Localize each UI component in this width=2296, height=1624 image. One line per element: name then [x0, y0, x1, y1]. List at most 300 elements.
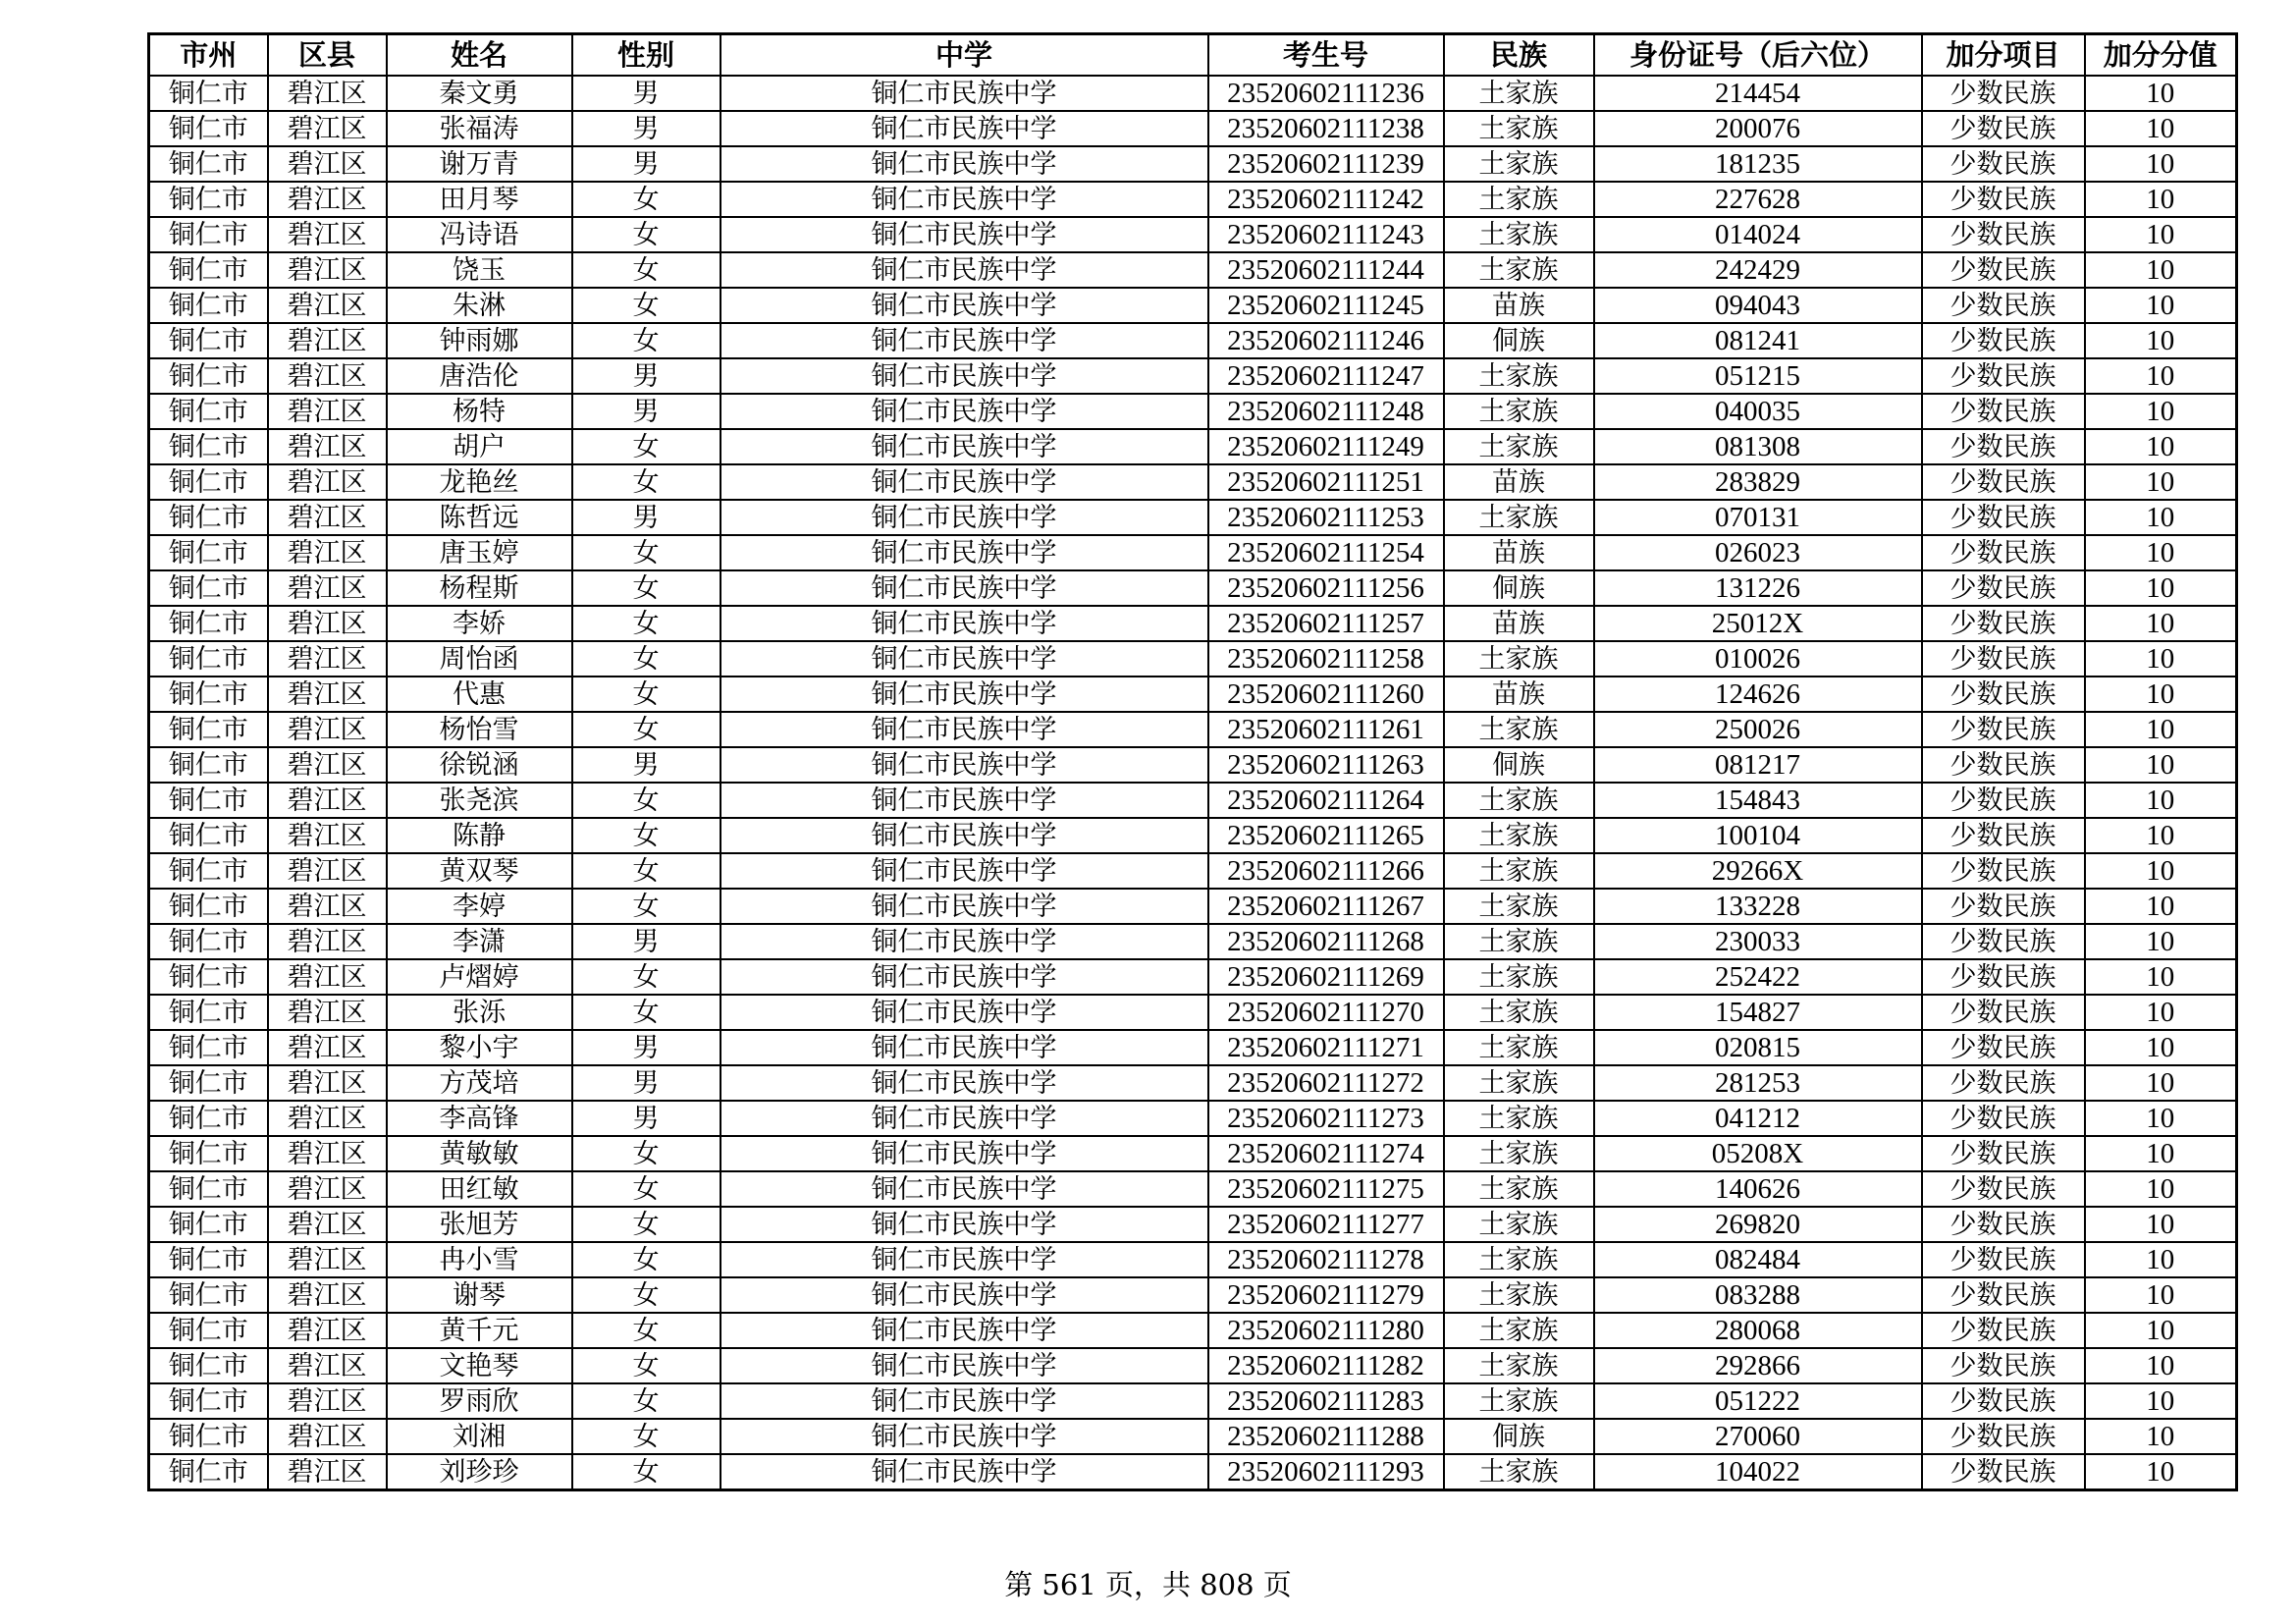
table-row: [149, 712, 2237, 747]
cell-id-last-six: 280068: [1594, 1313, 1922, 1348]
cell-city: 铜仁市: [149, 783, 268, 818]
cell-id-last-six: 227628: [1594, 182, 1922, 217]
cell-name: 黎小宇: [387, 1030, 572, 1065]
cell-ethnicity: 土家族: [1444, 641, 1594, 677]
cell-school: 铜仁市民族中学: [721, 641, 1208, 677]
cell-gender: 女: [572, 818, 721, 853]
cell-name: 卢熠婷: [387, 959, 572, 995]
cell-exam-number: 23520602111277: [1208, 1207, 1444, 1242]
cell-exam-number: 23520602111246: [1208, 323, 1444, 358]
cell-name: 张尧滨: [387, 783, 572, 818]
cell-exam-number: 23520602111273: [1208, 1101, 1444, 1136]
cell-ethnicity: 土家族: [1444, 924, 1594, 959]
cell-id-last-six: 014024: [1594, 217, 1922, 252]
cell-id-last-six: 124626: [1594, 677, 1922, 712]
cell-gender: 女: [572, 712, 721, 747]
cell-bonus-item: 少数民族: [1922, 889, 2085, 924]
cell-district: 碧江区: [268, 1383, 387, 1419]
cell-bonus-points: 10: [2085, 429, 2237, 464]
cell-bonus-points: 10: [2085, 1207, 2237, 1242]
cell-school: 铜仁市民族中学: [721, 1242, 1208, 1277]
column-header-city: 市州: [149, 34, 268, 77]
cell-city: 铜仁市: [149, 500, 268, 535]
cell-district: 碧江区: [268, 995, 387, 1030]
cell-school: 铜仁市民族中学: [721, 76, 1208, 111]
table-row: [149, 394, 2237, 429]
cell-gender: 女: [572, 1454, 721, 1490]
cell-city: 铜仁市: [149, 429, 268, 464]
cell-bonus-points: 10: [2085, 217, 2237, 252]
table-row: [149, 1171, 2237, 1207]
cell-exam-number: 23520602111260: [1208, 677, 1444, 712]
cell-school: 铜仁市民族中学: [721, 1277, 1208, 1313]
cell-city: 铜仁市: [149, 1207, 268, 1242]
cell-name: 秦文勇: [387, 76, 572, 111]
table-row: [149, 358, 2237, 394]
cell-exam-number: 23520602111268: [1208, 924, 1444, 959]
cell-city: 铜仁市: [149, 535, 268, 570]
cell-id-last-six: 051222: [1594, 1383, 1922, 1419]
cell-gender: 女: [572, 429, 721, 464]
cell-district: 碧江区: [268, 1207, 387, 1242]
cell-id-last-six: 081241: [1594, 323, 1922, 358]
cell-bonus-item: 少数民族: [1922, 252, 2085, 288]
cell-bonus-points: 10: [2085, 1383, 2237, 1419]
cell-bonus-points: 10: [2085, 783, 2237, 818]
cell-city: 铜仁市: [149, 1419, 268, 1454]
cell-gender: 女: [572, 323, 721, 358]
cell-school: 铜仁市民族中学: [721, 429, 1208, 464]
cell-bonus-points: 10: [2085, 1065, 2237, 1101]
cell-ethnicity: 土家族: [1444, 182, 1594, 217]
cell-school: 铜仁市民族中学: [721, 1454, 1208, 1490]
cell-school: 铜仁市民族中学: [721, 146, 1208, 182]
table-row: [149, 111, 2237, 146]
column-header-id-last-six: 身份证号（后六位）: [1594, 34, 1922, 77]
cell-city: 铜仁市: [149, 76, 268, 111]
table-row: [149, 288, 2237, 323]
cell-id-last-six: 252422: [1594, 959, 1922, 995]
cell-district: 碧江区: [268, 76, 387, 111]
cell-gender: 女: [572, 1313, 721, 1348]
cell-city: 铜仁市: [149, 853, 268, 889]
cell-ethnicity: 苗族: [1444, 464, 1594, 500]
cell-bonus-points: 10: [2085, 76, 2237, 111]
cell-gender: 女: [572, 995, 721, 1030]
cell-ethnicity: 土家族: [1444, 111, 1594, 146]
cell-exam-number: 23520602111271: [1208, 1030, 1444, 1065]
cell-district: 碧江区: [268, 1313, 387, 1348]
cell-school: 铜仁市民族中学: [721, 959, 1208, 995]
cell-gender: 女: [572, 1207, 721, 1242]
cell-bonus-points: 10: [2085, 358, 2237, 394]
cell-bonus-item: 少数民族: [1922, 1171, 2085, 1207]
cell-city: 铜仁市: [149, 606, 268, 641]
cell-district: 碧江区: [268, 606, 387, 641]
cell-ethnicity: 土家族: [1444, 358, 1594, 394]
cell-district: 碧江区: [268, 182, 387, 217]
cell-id-last-six: 25012X: [1594, 606, 1922, 641]
cell-exam-number: 23520602111247: [1208, 358, 1444, 394]
column-header-school: 中学: [721, 34, 1208, 77]
cell-name: 陈哲远: [387, 500, 572, 535]
cell-city: 铜仁市: [149, 995, 268, 1030]
cell-exam-number: 23520602111244: [1208, 252, 1444, 288]
cell-ethnicity: 土家族: [1444, 1136, 1594, 1171]
cell-exam-number: 23520602111238: [1208, 111, 1444, 146]
cell-bonus-points: 10: [2085, 1242, 2237, 1277]
cell-gender: 女: [572, 288, 721, 323]
table-row: [149, 429, 2237, 464]
table-row: [149, 1242, 2237, 1277]
cell-exam-number: 23520602111248: [1208, 394, 1444, 429]
cell-ethnicity: 土家族: [1444, 429, 1594, 464]
cell-id-last-six: 070131: [1594, 500, 1922, 535]
cell-bonus-item: 少数民族: [1922, 924, 2085, 959]
cell-school: 铜仁市民族中学: [721, 1383, 1208, 1419]
cell-exam-number: 23520602111272: [1208, 1065, 1444, 1101]
cell-name: 杨特: [387, 394, 572, 429]
cell-ethnicity: 土家族: [1444, 818, 1594, 853]
cell-ethnicity: 土家族: [1444, 1454, 1594, 1490]
table-row: [149, 1313, 2237, 1348]
page-footer: 第 561 页，共 808 页: [1004, 1568, 1292, 1601]
cell-gender: 女: [572, 182, 721, 217]
cell-name: 朱淋: [387, 288, 572, 323]
cell-ethnicity: 土家族: [1444, 1207, 1594, 1242]
cell-id-last-six: 140626: [1594, 1171, 1922, 1207]
cell-ethnicity: 土家族: [1444, 252, 1594, 288]
cell-district: 碧江区: [268, 889, 387, 924]
cell-exam-number: 23520602111282: [1208, 1348, 1444, 1383]
cell-bonus-points: 10: [2085, 570, 2237, 606]
cell-bonus-points: 10: [2085, 924, 2237, 959]
cell-ethnicity: 侗族: [1444, 323, 1594, 358]
cell-district: 碧江区: [268, 1419, 387, 1454]
cell-bonus-points: 10: [2085, 535, 2237, 570]
cell-name: 代惠: [387, 677, 572, 712]
cell-bonus-points: 10: [2085, 677, 2237, 712]
cell-id-last-six: 292866: [1594, 1348, 1922, 1383]
cell-name: 黄双琴: [387, 853, 572, 889]
cell-gender: 女: [572, 1242, 721, 1277]
cell-bonus-item: 少数民族: [1922, 111, 2085, 146]
cell-name: 李潇: [387, 924, 572, 959]
cell-bonus-item: 少数民族: [1922, 323, 2085, 358]
cell-district: 碧江区: [268, 1171, 387, 1207]
cell-bonus-item: 少数民族: [1922, 747, 2085, 783]
cell-school: 铜仁市民族中学: [721, 570, 1208, 606]
cell-bonus-points: 10: [2085, 182, 2237, 217]
cell-id-last-six: 269820: [1594, 1207, 1922, 1242]
cell-name: 杨程斯: [387, 570, 572, 606]
cell-bonus-item: 少数民族: [1922, 394, 2085, 429]
cell-gender: 女: [572, 641, 721, 677]
cell-id-last-six: 094043: [1594, 288, 1922, 323]
cell-district: 碧江区: [268, 1348, 387, 1383]
cell-city: 铜仁市: [149, 464, 268, 500]
cell-name: 龙艳丝: [387, 464, 572, 500]
cell-name: 方茂培: [387, 1065, 572, 1101]
cell-school: 铜仁市民族中学: [721, 1136, 1208, 1171]
cell-exam-number: 23520602111236: [1208, 76, 1444, 111]
cell-name: 谢琴: [387, 1277, 572, 1313]
cell-id-last-six: 081217: [1594, 747, 1922, 783]
cell-exam-number: 23520602111288: [1208, 1419, 1444, 1454]
cell-bonus-item: 少数民族: [1922, 818, 2085, 853]
table-row: [149, 606, 2237, 641]
cell-district: 碧江区: [268, 429, 387, 464]
cell-exam-number: 23520602111239: [1208, 146, 1444, 182]
cell-gender: 女: [572, 570, 721, 606]
cell-exam-number: 23520602111242: [1208, 182, 1444, 217]
cell-city: 铜仁市: [149, 747, 268, 783]
cell-ethnicity: 苗族: [1444, 606, 1594, 641]
cell-name: 胡户: [387, 429, 572, 464]
cell-gender: 女: [572, 1136, 721, 1171]
cell-school: 铜仁市民族中学: [721, 1348, 1208, 1383]
cell-id-last-six: 020815: [1594, 1030, 1922, 1065]
cell-district: 碧江区: [268, 570, 387, 606]
cell-bonus-points: 10: [2085, 747, 2237, 783]
cell-city: 铜仁市: [149, 959, 268, 995]
cell-bonus-item: 少数民族: [1922, 1136, 2085, 1171]
cell-district: 碧江区: [268, 924, 387, 959]
cell-bonus-points: 10: [2085, 1171, 2237, 1207]
cell-city: 铜仁市: [149, 1101, 268, 1136]
cell-name: 李高锋: [387, 1101, 572, 1136]
cell-district: 碧江区: [268, 1101, 387, 1136]
cell-ethnicity: 土家族: [1444, 1065, 1594, 1101]
cell-gender: 女: [572, 677, 721, 712]
cell-exam-number: 23520602111254: [1208, 535, 1444, 570]
cell-school: 铜仁市民族中学: [721, 288, 1208, 323]
cell-exam-number: 23520602111257: [1208, 606, 1444, 641]
column-header-bonus-item: 加分项目: [1922, 34, 2085, 77]
cell-name: 张福涛: [387, 111, 572, 146]
cell-district: 碧江区: [268, 358, 387, 394]
cell-district: 碧江区: [268, 1277, 387, 1313]
table-row: [149, 924, 2237, 959]
cell-gender: 男: [572, 1065, 721, 1101]
cell-school: 铜仁市民族中学: [721, 606, 1208, 641]
cell-ethnicity: 土家族: [1444, 853, 1594, 889]
cell-id-last-six: 082484: [1594, 1242, 1922, 1277]
cell-school: 铜仁市民族中学: [721, 924, 1208, 959]
cell-gender: 女: [572, 252, 721, 288]
cell-bonus-points: 10: [2085, 1454, 2237, 1490]
cell-name: 周怡函: [387, 641, 572, 677]
cell-bonus-item: 少数民族: [1922, 1454, 2085, 1490]
table-row: [149, 1207, 2237, 1242]
cell-city: 铜仁市: [149, 1383, 268, 1419]
cell-school: 铜仁市民族中学: [721, 712, 1208, 747]
column-header-bonus-points: 加分分值: [2085, 34, 2237, 77]
cell-bonus-points: 10: [2085, 394, 2237, 429]
cell-bonus-item: 少数民族: [1922, 535, 2085, 570]
cell-name: 田月琴: [387, 182, 572, 217]
cell-gender: 女: [572, 1419, 721, 1454]
cell-city: 铜仁市: [149, 146, 268, 182]
cell-district: 碧江区: [268, 818, 387, 853]
table-row: [149, 1101, 2237, 1136]
cell-city: 铜仁市: [149, 323, 268, 358]
cell-gender: 女: [572, 959, 721, 995]
cell-bonus-points: 10: [2085, 464, 2237, 500]
table-body: [149, 76, 2237, 1490]
cell-exam-number: 23520602111256: [1208, 570, 1444, 606]
cell-school: 铜仁市民族中学: [721, 535, 1208, 570]
cell-school: 铜仁市民族中学: [721, 1207, 1208, 1242]
cell-id-last-six: 200076: [1594, 111, 1922, 146]
cell-bonus-points: 10: [2085, 1136, 2237, 1171]
cell-school: 铜仁市民族中学: [721, 818, 1208, 853]
cell-exam-number: 23520602111280: [1208, 1313, 1444, 1348]
cell-id-last-six: 154843: [1594, 783, 1922, 818]
cell-city: 铜仁市: [149, 641, 268, 677]
cell-name: 李娇: [387, 606, 572, 641]
table-row: [149, 182, 2237, 217]
cell-district: 碧江区: [268, 1136, 387, 1171]
cell-school: 铜仁市民族中学: [721, 217, 1208, 252]
cell-gender: 男: [572, 76, 721, 111]
cell-bonus-points: 10: [2085, 288, 2237, 323]
cell-city: 铜仁市: [149, 1065, 268, 1101]
cell-city: 铜仁市: [149, 1348, 268, 1383]
cell-school: 铜仁市民族中学: [721, 995, 1208, 1030]
cell-ethnicity: 土家族: [1444, 959, 1594, 995]
cell-bonus-item: 少数民族: [1922, 1030, 2085, 1065]
table-row: [149, 959, 2237, 995]
cell-bonus-item: 少数民族: [1922, 959, 2085, 995]
cell-bonus-item: 少数民族: [1922, 712, 2085, 747]
cell-bonus-item: 少数民族: [1922, 500, 2085, 535]
table-row: [149, 818, 2237, 853]
cell-name: 钟雨娜: [387, 323, 572, 358]
cell-id-last-six: 081308: [1594, 429, 1922, 464]
cell-city: 铜仁市: [149, 111, 268, 146]
cell-school: 铜仁市民族中学: [721, 394, 1208, 429]
cell-bonus-item: 少数民族: [1922, 358, 2085, 394]
cell-city: 铜仁市: [149, 288, 268, 323]
cell-id-last-six: 214454: [1594, 76, 1922, 111]
cell-bonus-points: 10: [2085, 995, 2237, 1030]
table-row: [149, 747, 2237, 783]
cell-exam-number: 23520602111293: [1208, 1454, 1444, 1490]
cell-district: 碧江区: [268, 783, 387, 818]
cell-ethnicity: 土家族: [1444, 1242, 1594, 1277]
cell-school: 铜仁市民族中学: [721, 1101, 1208, 1136]
cell-name: 唐玉婷: [387, 535, 572, 570]
cell-ethnicity: 土家族: [1444, 1101, 1594, 1136]
cell-ethnicity: 土家族: [1444, 1313, 1594, 1348]
cell-school: 铜仁市民族中学: [721, 889, 1208, 924]
cell-district: 碧江区: [268, 535, 387, 570]
cell-bonus-item: 少数民族: [1922, 783, 2085, 818]
cell-id-last-six: 154827: [1594, 995, 1922, 1030]
cell-bonus-item: 少数民族: [1922, 1207, 2085, 1242]
table-row: [149, 677, 2237, 712]
cell-name: 罗雨欣: [387, 1383, 572, 1419]
cell-name: 唐浩伦: [387, 358, 572, 394]
column-header-ethnicity: 民族: [1444, 34, 1594, 77]
cell-bonus-points: 10: [2085, 1419, 2237, 1454]
cell-bonus-item: 少数民族: [1922, 1065, 2085, 1101]
cell-bonus-item: 少数民族: [1922, 217, 2085, 252]
cell-ethnicity: 土家族: [1444, 712, 1594, 747]
cell-city: 铜仁市: [149, 712, 268, 747]
cell-exam-number: 23520602111265: [1208, 818, 1444, 853]
cell-name: 冯诗语: [387, 217, 572, 252]
cell-gender: 男: [572, 747, 721, 783]
cell-bonus-points: 10: [2085, 323, 2237, 358]
cell-name: 徐锐涵: [387, 747, 572, 783]
cell-bonus-item: 少数民族: [1922, 429, 2085, 464]
cell-district: 碧江区: [268, 1454, 387, 1490]
cell-school: 铜仁市民族中学: [721, 747, 1208, 783]
cell-ethnicity: 土家族: [1444, 217, 1594, 252]
cell-bonus-points: 10: [2085, 959, 2237, 995]
cell-exam-number: 23520602111270: [1208, 995, 1444, 1030]
table-row: [149, 1383, 2237, 1419]
cell-city: 铜仁市: [149, 1030, 268, 1065]
cell-ethnicity: 土家族: [1444, 1171, 1594, 1207]
cell-district: 碧江区: [268, 712, 387, 747]
cell-exam-number: 23520602111269: [1208, 959, 1444, 995]
cell-id-last-six: 051215: [1594, 358, 1922, 394]
cell-name: 张旭芳: [387, 1207, 572, 1242]
cell-gender: 男: [572, 146, 721, 182]
cell-exam-number: 23520602111264: [1208, 783, 1444, 818]
cell-ethnicity: 苗族: [1444, 288, 1594, 323]
cell-school: 铜仁市民族中学: [721, 182, 1208, 217]
cell-gender: 女: [572, 606, 721, 641]
cell-name: 文艳琴: [387, 1348, 572, 1383]
cell-id-last-six: 083288: [1594, 1277, 1922, 1313]
cell-school: 铜仁市民族中学: [721, 1171, 1208, 1207]
cell-gender: 男: [572, 1030, 721, 1065]
cell-bonus-points: 10: [2085, 111, 2237, 146]
cell-bonus-item: 少数民族: [1922, 288, 2085, 323]
cell-city: 铜仁市: [149, 677, 268, 712]
cell-bonus-item: 少数民族: [1922, 641, 2085, 677]
cell-bonus-item: 少数民族: [1922, 853, 2085, 889]
cell-exam-number: 23520602111258: [1208, 641, 1444, 677]
cell-city: 铜仁市: [149, 217, 268, 252]
table-row: [149, 252, 2237, 288]
cell-name: 田红敏: [387, 1171, 572, 1207]
cell-name: 李婷: [387, 889, 572, 924]
cell-gender: 女: [572, 1277, 721, 1313]
cell-school: 铜仁市民族中学: [721, 323, 1208, 358]
cell-name: 张泺: [387, 995, 572, 1030]
cell-bonus-points: 10: [2085, 818, 2237, 853]
cell-ethnicity: 土家族: [1444, 889, 1594, 924]
cell-district: 碧江区: [268, 323, 387, 358]
table-row: [149, 535, 2237, 570]
cell-bonus-points: 10: [2085, 1277, 2237, 1313]
cell-exam-number: 23520602111245: [1208, 288, 1444, 323]
table-row: [149, 1348, 2237, 1383]
cell-district: 碧江区: [268, 747, 387, 783]
table-row: [149, 889, 2237, 924]
cell-exam-number: 23520602111249: [1208, 429, 1444, 464]
cell-school: 铜仁市民族中学: [721, 464, 1208, 500]
cell-school: 铜仁市民族中学: [721, 1065, 1208, 1101]
cell-bonus-item: 少数民族: [1922, 76, 2085, 111]
cell-city: 铜仁市: [149, 1313, 268, 1348]
cell-bonus-points: 10: [2085, 853, 2237, 889]
